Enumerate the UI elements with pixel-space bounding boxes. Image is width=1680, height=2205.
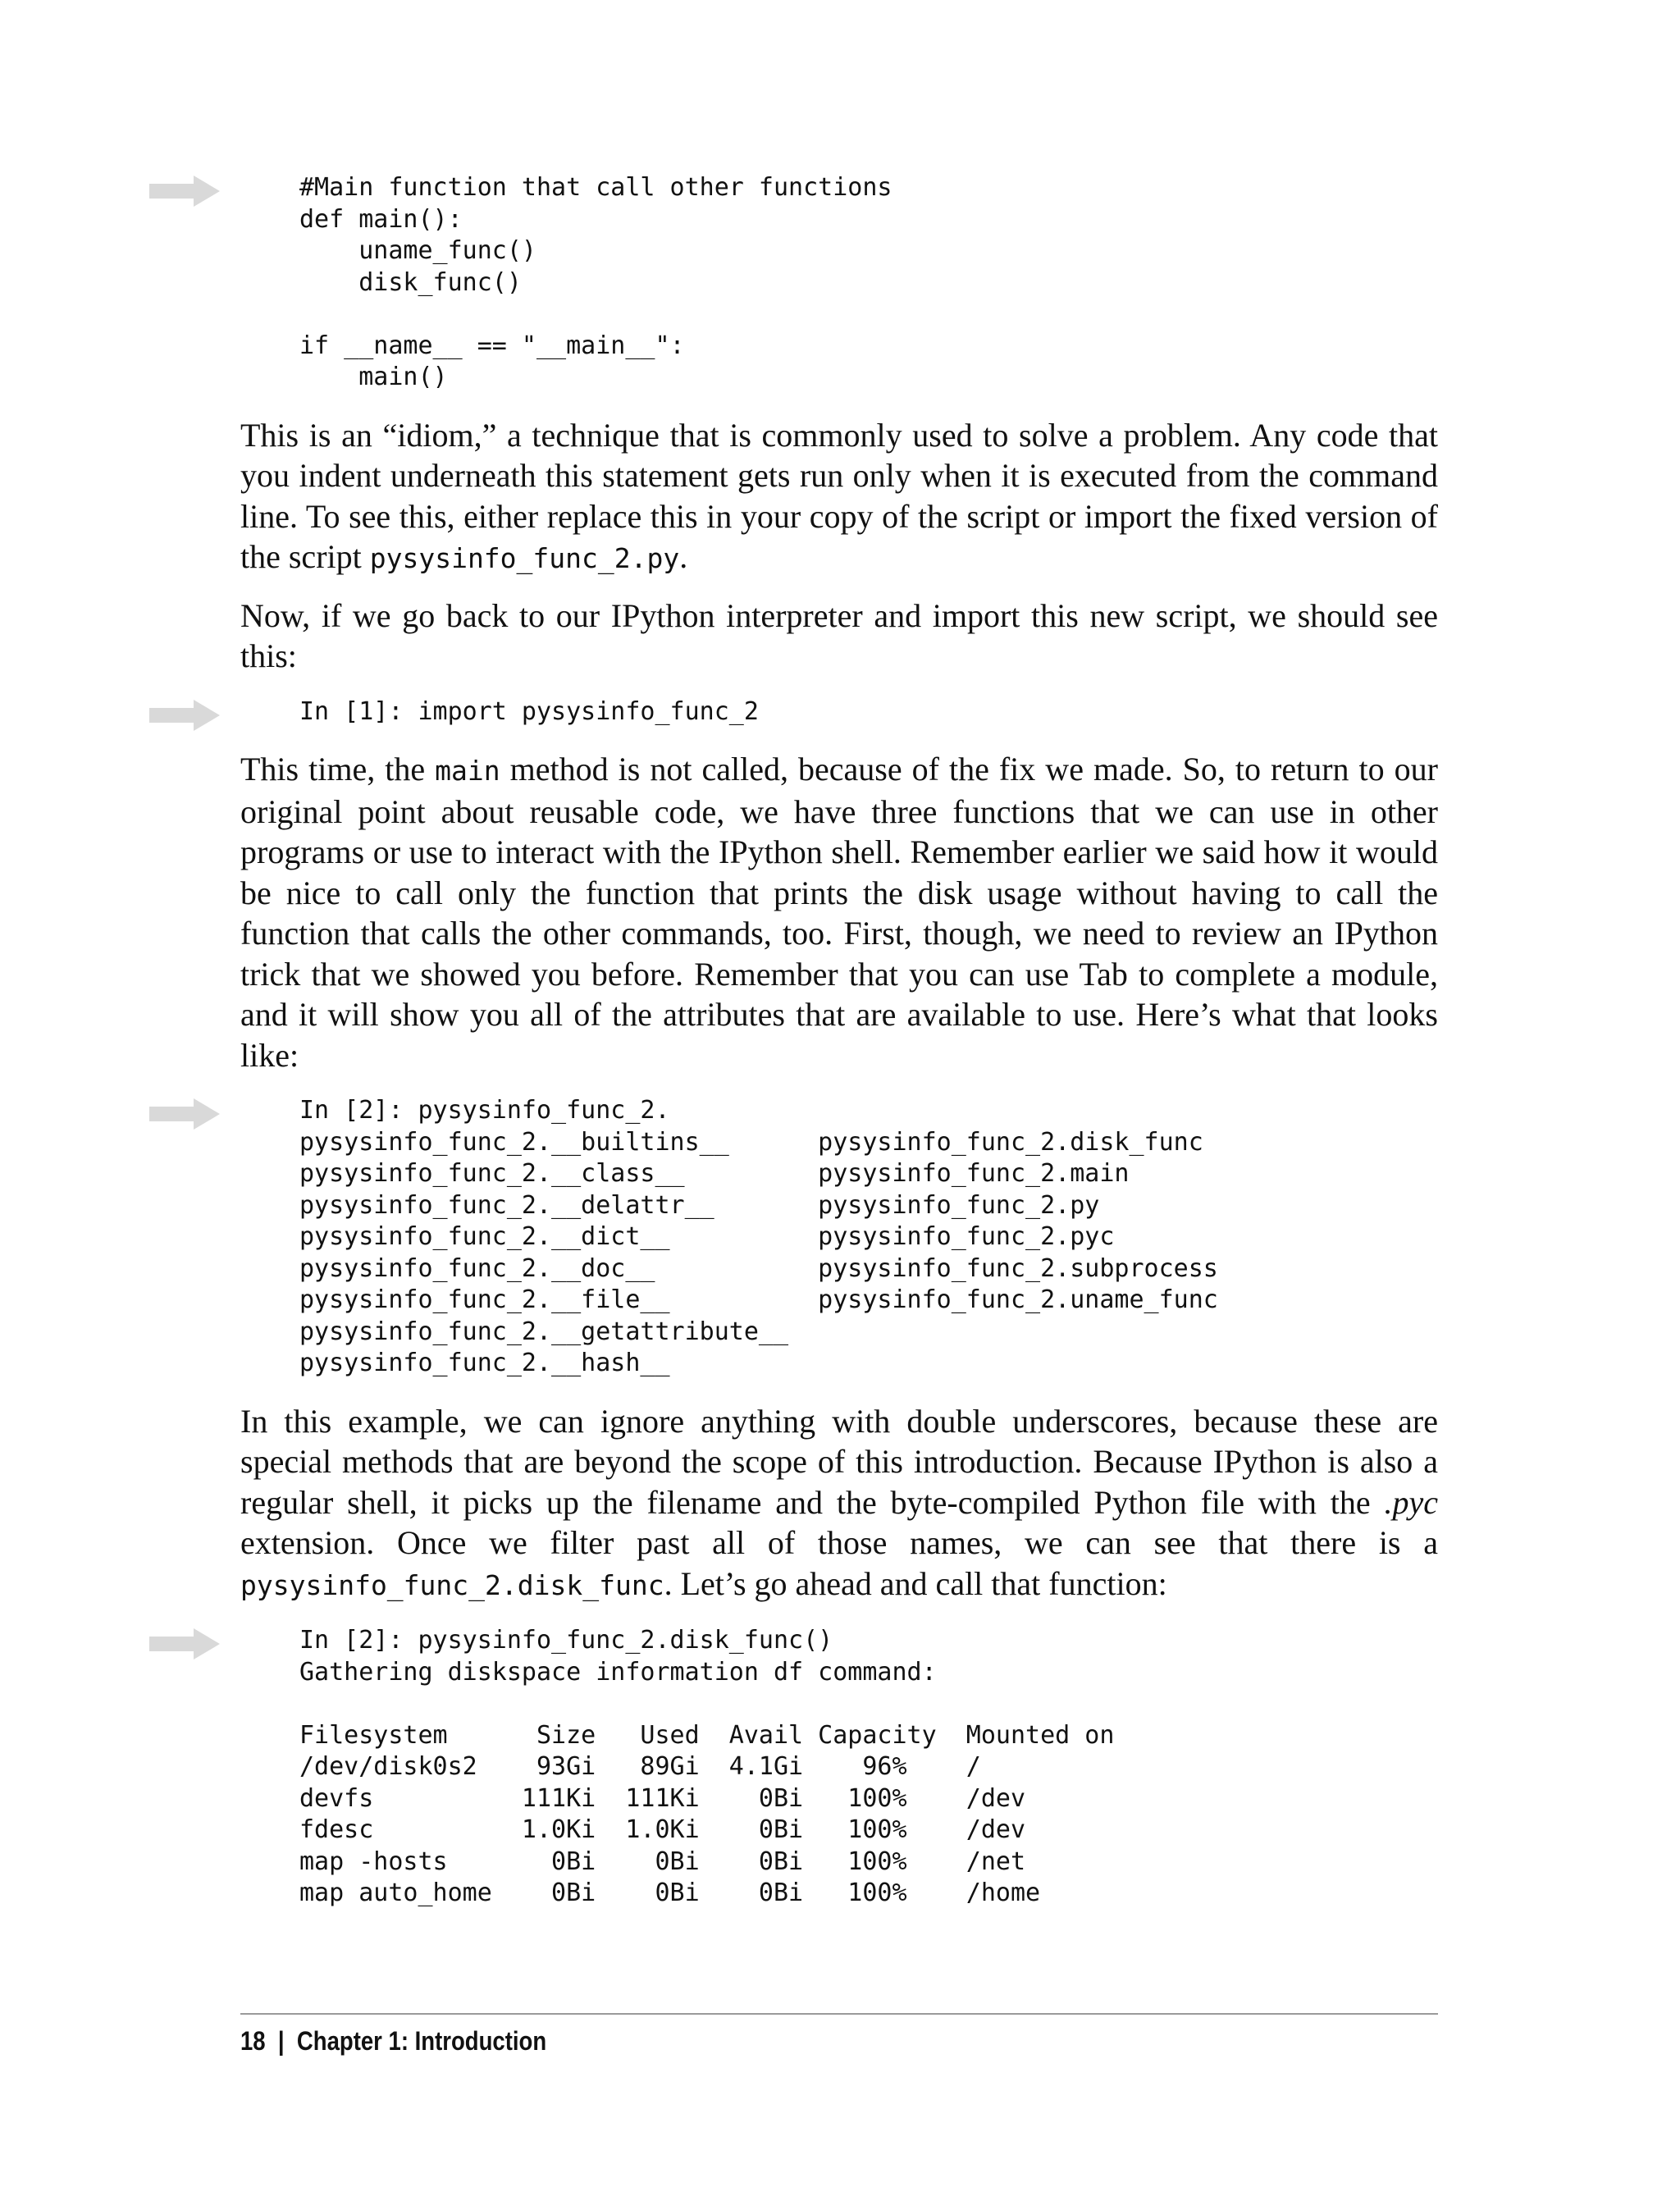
paragraph-text: . [679,538,688,575]
paragraph-main-not-called [240,749,1438,1075]
paragraph-text: method is not called, because of the fix we made. So, to return to our original point about reusable code, we have three functions that we can use in other programs or use to interact with the IPython shell. Remember earlier we said how it would be nice to call only the function that prints the disk usage without having to call the function that calls the other commands, too. First, though, we need to review an IPython trick that we showed you before. Remember that you can use Tab to complete a module, and it will show you all of the attributes that are available to use. Here’s what that looks like: [240,751,1439,1074]
code-listing: #Main function that call other functions def main(): uname_func() disk_func() if __name__ == "__main__": main() [299,173,892,391]
code-listing: In [2]: pysysinfo_func_2. pysysinfo_func_2.__builtins__ pysysinfo_func_2.disk_func pysysinfo_func_2.__class__ pysysinfo_func_2.main pysysinfo_func_2.__delattr__ pysysinfo_func_2.py pysysinfo_func_2.__dict__ pysysinfo_func_2.pyc pysysinfo_func_2.__doc__ pysysinfo_func_2.subprocess pysysinfo_func_2.__file__ pysysinfo_func_2.uname_func pysysinfo_func_2.__getattribute__ pysysinfo_func_2.__hash__ [299,1096,1218,1377]
paragraph-idiom [240,415,1438,579]
inline-code: main [435,755,500,787]
arrow-right-icon [149,176,220,207]
code-block-disk-func [299,1625,1438,1910]
arrow-right-icon [149,1098,220,1130]
footer-rule [240,2013,1438,2015]
paragraph-text: . Let’s go ahead and call that function: [664,1564,1167,1602]
paragraph-text: In this example, we can ignore anything with double underscores, because these are special methods that are beyond the scope of this introduction. Because IPython is also a regular shell, it picks up the filename and the byte-compiled Python file with the [240,1402,1438,1521]
paragraph-text: This time, the [240,751,436,788]
paragraph-double-underscores [240,1401,1438,1606]
page-footer: 18 | Chapter 1: Introduction [240,2026,547,2056]
page-content [240,172,1438,1910]
paragraph-ipython-import [240,596,1438,677]
paragraph-text: This is an “idiom,” a technique that is commonly used to solve a problem. Any code that you indent underneath this statement gets run only when it is executed from the command line. To see this, either replace this in your copy of the script or import the fixed version of the script [240,416,1438,575]
code-listing: In [1]: import pysysinfo_func_2 [299,696,759,726]
code-block-tab-completion [299,1095,1438,1380]
inline-code: pysysinfo_func_2.py [369,542,680,574]
arrow-right-icon [149,1628,220,1659]
paragraph-text: Now, if we go back to our IPython interpreter and import this new script, we should see this: [240,596,1438,674]
code-block-main-function [299,172,1438,394]
italic-text: .pyc [1384,1483,1438,1521]
code-block-import [299,696,1438,728]
paragraph-text: extension. Once we filter past all of those names, we can see that there is a [240,1524,1438,1561]
code-listing: In [2]: pysysinfo_func_2.disk_func() Gathering diskspace information df command: Filesystem Size Used Avail Capacity Mounted on /dev/disk0s2 93Gi 89Gi 4.1Gi 96% / devfs 111Ki 111Ki 0Bi 100% /dev fdesc 1.0Ki 1.0Ki 0Bi 100% /dev map -hosts 0Bi 0Bi 0Bi 100% /net map auto_home 0Bi 0Bi 0Bi 100% /home [299,1626,1115,1907]
arrow-right-icon [149,700,220,731]
inline-code: pysysinfo_func_2.disk_func [240,1568,664,1601]
